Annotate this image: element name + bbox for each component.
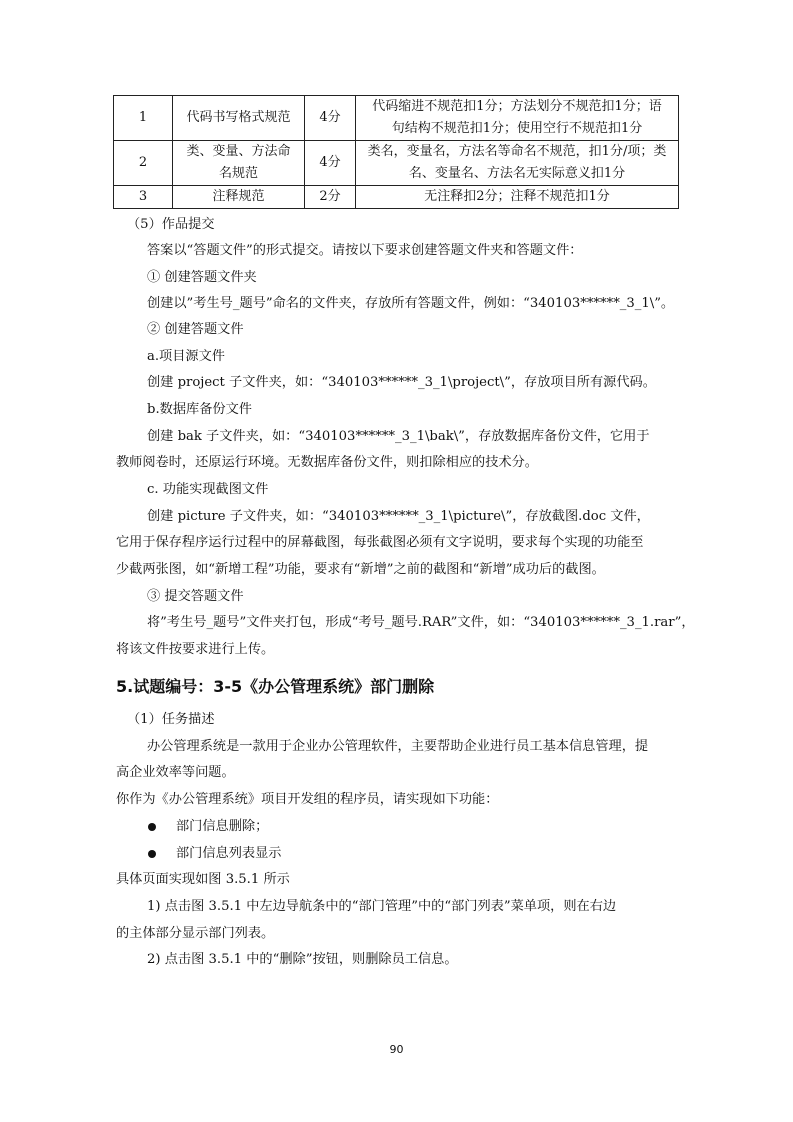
paragraph-line: 创建以”考生号_题号”命名的文件夹，存放所有答题文件，例如：“340103******_3_1\”。 [147,296,675,311]
criterion-line: 名规范 [218,166,258,181]
paragraph-line: 高企业效率等问题。 [116,765,235,780]
list-item: 部门信息列表显示 [176,846,282,861]
page-number: 90 [389,1043,404,1056]
paragraph-line: 创建 project 子文件夹，如：“340103******_3_1\project\”，存放项目所有源代码。 [147,375,656,390]
deduction-rule [356,96,679,141]
deduction-line: 句结构不规范扣1分；使用空行不规范扣1分 [391,121,643,136]
list-item: 部门信息删除； [176,819,269,834]
deduction-line: 名、变量名、方法名无实际意义扣1分 [408,166,626,181]
paragraph-line: 它用于保存程序运行过程中的屏幕截图，每张截图必须有文字说明，要求每个实现的功能至 [116,535,644,550]
deduction-line: 代码缩进不规范扣1分；方法划分不规范扣1分；语 [372,99,662,114]
paragraph-line: 教师阅卷时，还原运行环境。无数据库备份文件，则扣除相应的技术分。 [116,455,538,470]
section-label: （1）任务描述 [127,712,215,727]
step-heading: ③ 提交答题文件 [147,589,244,604]
deduction-rule: 无注释扣2分；注释不规范扣1分 [356,186,679,209]
paragraph-line: 创建 picture 子文件夹，如：“340103******_3_1\picture\”，存放截图.doc 文件， [147,509,650,524]
paragraph-line: 少截两张图，如“新增工程”功能，要求有“新增”之前的截图和“新增”成功后的截图。 [116,562,605,577]
sub-heading: c. 功能实现截图文件 [147,482,269,497]
score: 2分 [305,186,356,209]
paragraph-line: 办公管理系统是一款用于企业办公管理软件，主要帮助企业进行员工基本信息管理，提 [147,739,649,754]
row-number: 2 [114,141,173,186]
paragraph-line: 2) 点击图 3.5.1 中的“删除”按钮，则删除员工信息。 [147,952,458,967]
paragraph-line: 你作为《办公管理系统》项目开发组的程序员，请实现如下功能： [116,792,499,807]
score: 4分 [305,141,356,186]
bullet-icon [148,850,156,858]
step-heading: ② 创建答题文件 [147,322,244,337]
criterion: 注释规范 [173,186,305,209]
score: 4分 [305,96,356,141]
paragraph-line: 创建 bak 子文件夹，如：“340103******_3_1\bak\”，存放数据库备份文件，它用于 [147,429,650,444]
paragraph-line: 的主体部分显示部门列表。 [116,926,275,941]
paragraph-line: 具体页面实现如图 3.5.1 所示 [116,872,290,887]
deduction-line: 类名，变量名，方法名等命名不规范，扣1分/项；类 [367,144,667,159]
step-heading: ① 创建答题文件夹 [147,270,257,285]
bullet-icon [148,823,156,831]
table-row [114,96,679,141]
sub-heading: a.项目源文件 [147,349,225,364]
paragraph-line: 将”考生号_题号”文件夹打包，形成“考号_题号.RAR”文件，如：“340103******_3_1.rar”， [147,615,695,630]
table-row [114,141,679,186]
question-heading: 5.试题编号：3-5《办公管理系统》部门删除 [116,677,435,696]
paragraph-line: 答案以“答题文件”的形式提交。请按以下要求创建答题文件夹和答题文件： [147,243,583,258]
sub-heading: b.数据库备份文件 [147,402,252,417]
paragraph-line: 将该文件按要求进行上传。 [116,642,275,657]
section-label: （5）作品提交 [127,217,215,232]
deduction-rule [356,141,679,186]
criterion: 代码书写格式规范 [173,96,305,141]
table-row [114,186,679,209]
row-number: 3 [114,186,173,209]
paragraph-line: 1) 点击图 3.5.1 中左边导航条中的“部门管理”中的“部门列表”菜单项，则在右边 [147,899,617,914]
grading-table [113,95,679,209]
criterion [173,141,305,186]
criterion-line: 类、变量、方法命 [186,144,291,159]
row-number: 1 [114,96,173,141]
